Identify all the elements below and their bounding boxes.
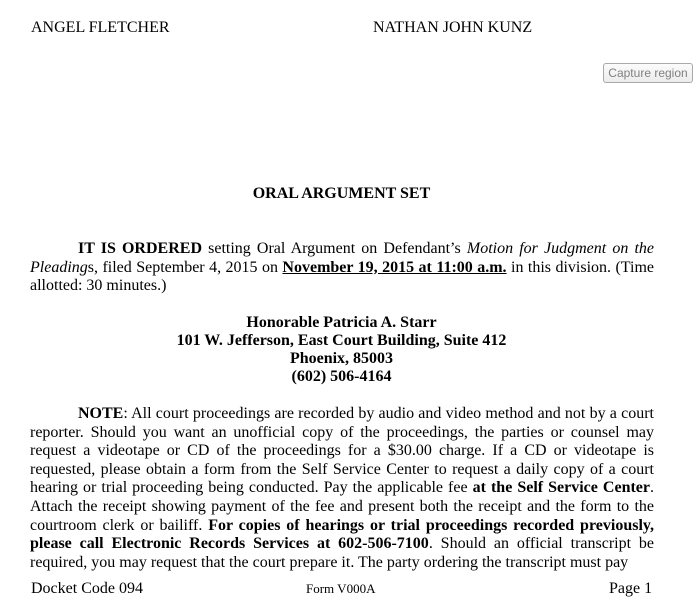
note-text-2: . Attach the receipt showing payment of the fee and present both the receipt and the form to the courtroom clerk or bailiff. (30, 479, 655, 534)
capture-region-button[interactable]: Capture region (603, 63, 693, 83)
order-text-1: setting Oral Argument on Defendant’s (202, 240, 467, 257)
order-text-2: s, filed September 4, 2015 on (87, 258, 283, 276)
note-text-3: . Should an official transcript be required, you may request that the court prepare it. The party ordering the transcript must pay (30, 535, 655, 571)
note-paragraph (30, 405, 654, 572)
page-number: Page 1 (609, 580, 653, 597)
form-number: Form V000A (306, 581, 376, 596)
docket-code: Docket Code 094 (31, 580, 143, 597)
note-bold-2: For copies of hearings or trial proceedings recorded previously, please call Electronic Records Services at 602-506-7100 (30, 516, 655, 553)
court-address-block (0, 314, 683, 386)
defendant-name: NATHAN JOHN KUNZ (373, 19, 533, 36)
court-street: 101 W. Jefferson, East Court Building, Suite 412 (176, 332, 507, 349)
hearing-datetime: November 19, 2015 at 11:00 a.m. (282, 258, 507, 276)
court-city: Phoenix, 85003 (289, 350, 394, 367)
document-title: ORAL ARGUMENT SET (252, 185, 431, 202)
court-phone: (602) 506-4164 (291, 368, 392, 385)
order-lead: IT IS ORDERED (78, 240, 202, 257)
note-lead: NOTE (78, 405, 124, 422)
order-paragraph (30, 240, 654, 296)
note-bold-1: at the Self Service Center (472, 479, 651, 497)
motion-title: Motion for Judgment on the Pleading (30, 240, 654, 276)
plaintiff-name: ANGEL FLETCHER (31, 19, 170, 36)
note-text-1: : All court proceedings are recorded by audio and video method and not by a court reporter. Should you want an unofficial copy of the proceedings, the parties or counsel may request a videotape or CD of the proceedings for a $30.00 charge. If a CD or videotape is requested, please obtain a form from the Self Service Center to request a daily copy of a court hearing or trial proceeding being conducted. Pay the applicable fee (30, 405, 654, 497)
judge-name: Honorable Patricia A. Starr (246, 314, 437, 331)
order-text-3: in this division. (Time allotted: 30 minutes.) (30, 258, 655, 294)
